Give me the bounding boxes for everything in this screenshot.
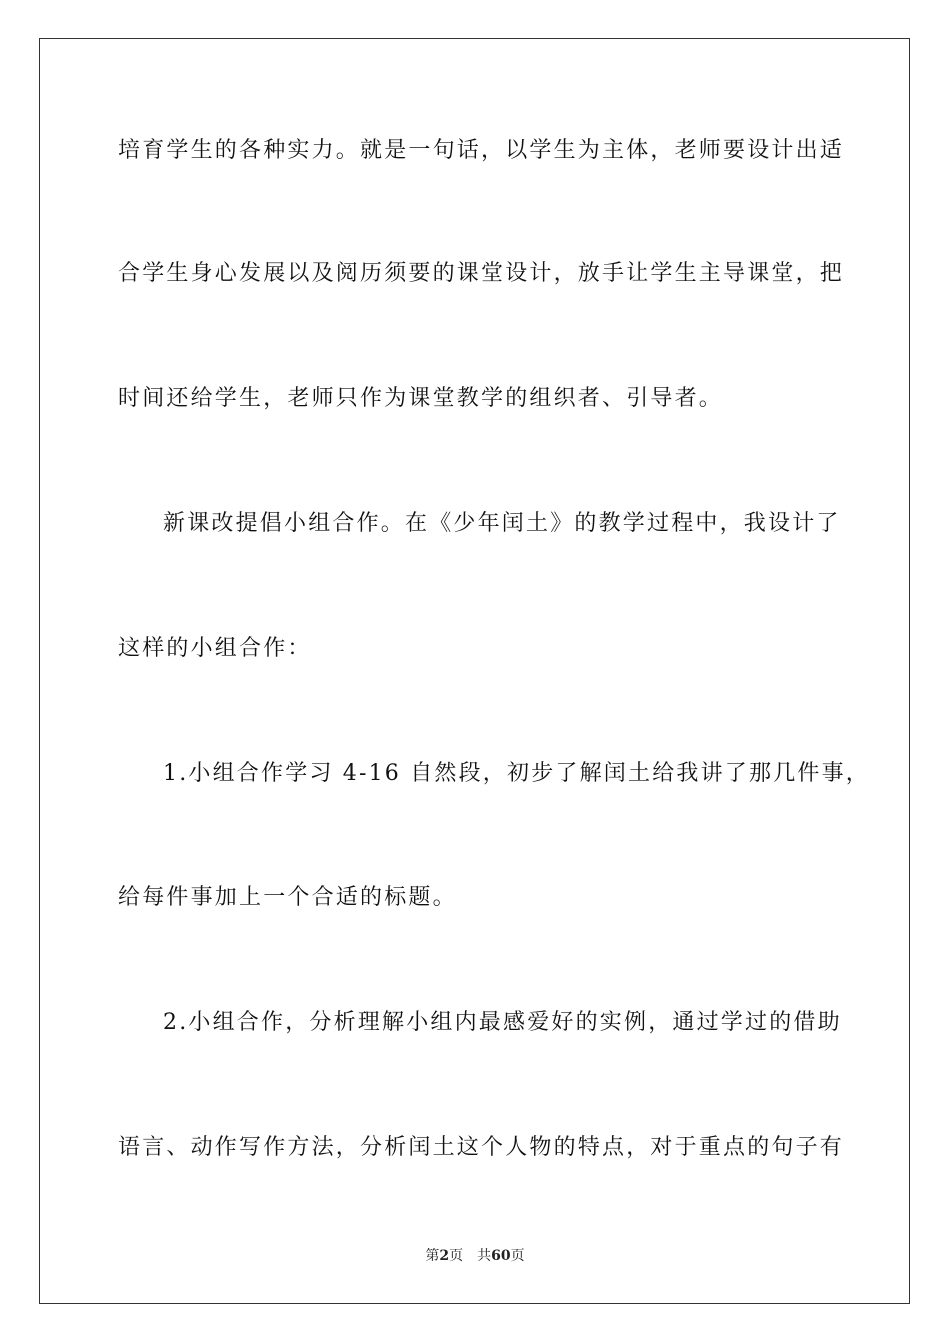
page-border [39,38,910,1304]
page-footer [0,1247,950,1265]
page-suffix: 页 [449,1248,464,1264]
total-suffix: 页 [510,1248,525,1264]
paragraph-line-7: 给每件事加上一个合适的标题。 [118,885,457,910]
total-prefix: 共 [477,1248,492,1264]
paragraph-line-9: 语言、动作写作方法，分析闰土这个人物的特点，对于重点的句子有 [118,1135,845,1160]
paragraph-line-5: 这样的小组合作： [118,636,312,661]
paragraph-line-1: 培育学生的各种实力。就是一句话，以学生为主体，老师要设计出适 [118,138,845,163]
paragraph-line-2: 合学生身心发展以及阅历须要的课堂设计，放手让学生主导课堂，把 [118,261,845,286]
page-prefix: 第 [425,1248,440,1264]
paragraph-line-4: 新课改提倡小组合作。在《少年闰土》的教学过程中，我设计了 [163,511,841,536]
paragraph-line-8: 2.小组合作，分析理解小组内最感爱好的实例，通过学过的借助 [163,1010,842,1035]
total-pages: 60 [491,1248,511,1264]
page-number: 2 [439,1248,450,1264]
paragraph-line-3: 时间还给学生，老师只作为课堂教学的组织者、引导者。 [118,386,724,411]
paragraph-line-6: 1.小组合作学习 4-16 自然段，初步了解闰土给我讲了那几件事， [163,761,871,786]
